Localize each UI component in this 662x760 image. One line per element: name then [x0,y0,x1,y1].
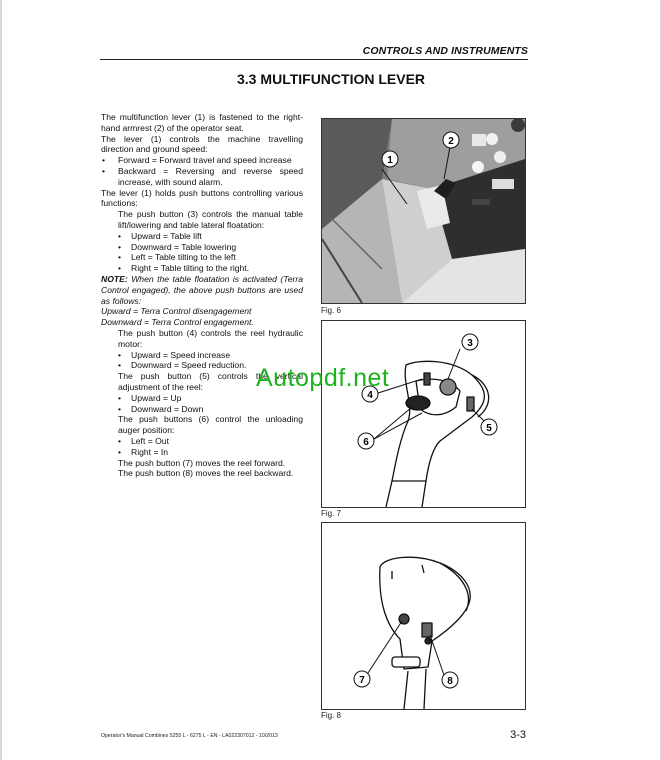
body-text [101,112,303,479]
note-down: Downward = Terra Control engagement. [101,317,254,328]
cab-photo-illustration [322,119,525,303]
list-item: • Forward = Forward travel and speed increase [101,155,303,166]
note-up: Upward = Terra Control disengagement [101,306,252,317]
paragraph: The lever (1) controls the machine travelling direction and ground speed: [101,133,303,155]
section-name: MULTIFUNCTION LEVER [260,71,426,87]
paragraph: The lever (1) holds push buttons controlling various functions: [101,187,303,209]
list-item: • Left = Out [101,436,303,447]
footer-text: Operator's Manual Combines 5255 L - 6275 L - EN - LA022307012 - 10/2013 [101,733,278,739]
list-item: • Upward = Speed increase [101,350,303,361]
direction-list [101,155,303,187]
watermark: Autopdf.net [256,364,390,392]
list-item: • Upward = Table lift [101,231,303,242]
paragraph: The push button (4) controls the reel hydraulic motor: [118,327,303,349]
callout-6: 6 [363,437,369,448]
figure-6-caption: Fig. 6 [321,306,342,315]
header-rule [100,59,528,60]
callout-1: 1 [387,155,393,166]
lever-drawing-side [322,523,525,709]
table-list [101,231,303,274]
paragraph: The push button (5) controls the vertical adjustment of the reel: [118,371,303,392]
list-item: • Downward = Speed reduction. [101,360,303,371]
note-text: When the table floatation is activated (Terra Control engaged), the above push buttons are used as follows: [101,273,303,306]
list-item: • Downward = Table lowering [101,242,303,253]
callout-7: 7 [359,675,365,686]
running-header: CONTROLS AND INSTRUMENTS [362,45,528,57]
figure-7-caption: Fig. 7 [321,509,342,518]
callout-3: 3 [467,338,473,349]
reel-list [101,393,303,415]
callout-4: 4 [367,390,373,401]
list-item: • Right = Table tilting to the right. [101,263,303,274]
note [101,274,303,306]
note-label: NOTE: [101,273,128,284]
list-item: • Backward = Reversing and reverse speed increase, with sound alarm. [101,166,303,188]
paragraph: The push button (7) moves the reel forward. [118,457,286,468]
figure-7-drawing [321,320,526,508]
section-number: 3.3 [236,71,257,87]
list-item: • Downward = Down [101,404,303,415]
figure-8-caption: Fig. 8 [321,711,342,720]
lever-drawing-front [322,321,525,507]
paragraph: The push button (3) controls the manual table lift/lowering and table lateral floatation: [118,209,303,230]
callout-2: 2 [448,136,454,147]
page-number: 3-3 [510,729,526,741]
callout-5: 5 [486,423,492,434]
auger-list [101,436,303,458]
figure-8-drawing [321,522,526,710]
section-title [0,71,662,87]
list-item: • Right = In [101,447,303,458]
figure-6-photo [321,118,526,304]
paragraph: The push button (8) moves the reel backward. [118,468,294,479]
page-left-edge [0,0,2,760]
callout-8: 8 [447,676,453,687]
paragraph: The multifunction lever (1) is fastened to the right-hand armrest (2) of the operator seat. [101,112,303,133]
paragraph: The push buttons (6) control the unloading auger position: [118,414,303,436]
list-item: • Left = Table tilting to the left [101,252,303,263]
list-item: • Upward = Up [101,393,303,404]
